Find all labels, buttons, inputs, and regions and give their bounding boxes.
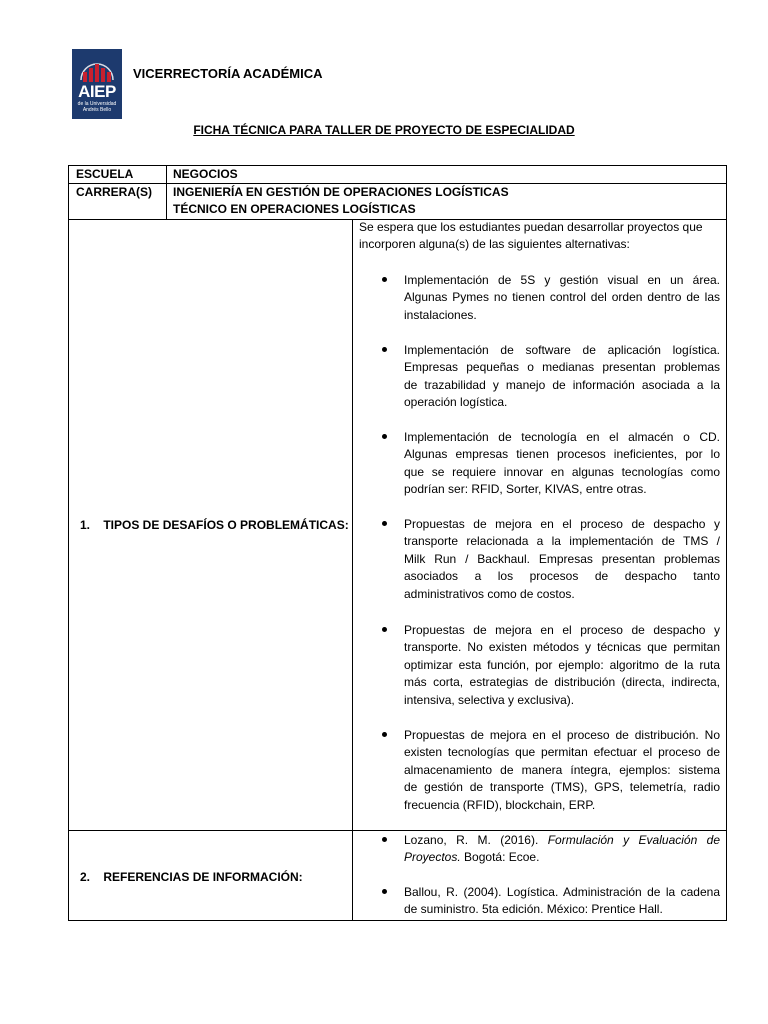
reference-publisher: Bogotá: Ecoe. <box>460 850 540 865</box>
challenge-line: Propuestas de mejora en el proceso de despacho y <box>404 623 720 637</box>
escuela-label: ESCUELA <box>76 167 134 181</box>
challenge-line: de gestión de transporte (TMS), GPS, telemetría, radio <box>404 780 720 795</box>
challenge-line: más corta, estrategias de distribución (directa, indirecta, <box>404 675 720 690</box>
challenge-line: de trazabilidad y manejo de información asociada a la <box>404 377 720 392</box>
challenge-item <box>404 429 720 499</box>
challenge-line: que se requiere innovar en algunas tecnologías como <box>404 464 720 479</box>
challenge-line: Implementación de tecnología en el almacén o CD. <box>404 430 720 444</box>
challenge-item <box>404 727 720 814</box>
carrera-label: CARRERA(S) <box>76 185 152 199</box>
challenge-line: operación logística. <box>404 395 508 410</box>
office-name: VICERRECTORÍA ACADÉMICA <box>133 66 323 81</box>
bullet-icon <box>382 277 387 282</box>
section-2-label: 2. REFERENCIAS DE INFORMACIÓN: <box>80 870 303 884</box>
challenge-line: Algunas empresas tienen procesos ineficientes, por lo <box>404 447 720 462</box>
carrera-value-1: INGENIERÍA EN GESTIÓN DE OPERACIONES LOGÍSTICAS <box>173 185 509 199</box>
carrera-value-2: TÉCNICO EN OPERACIONES LOGÍSTICAS <box>173 202 416 216</box>
logo-sub-line-1: de la Universidad <box>77 101 117 107</box>
challenge-line: transporte relacionada a la implementación de TMS / <box>404 534 720 549</box>
challenge-line: intensiva, selectiva y exclusiva). <box>404 692 575 707</box>
reference-title-cont: Proyectos. <box>404 850 461 865</box>
bullet-icon <box>382 434 387 439</box>
challenge-line: Algunas Pymes no tienen control del orden dentro de las <box>404 290 720 305</box>
column-divider <box>352 219 353 921</box>
bullet-icon <box>382 732 387 737</box>
column-divider <box>166 165 167 219</box>
challenge-line: transporte. No existen métodos y técnicas que permitan <box>404 640 720 655</box>
challenge-line: existen tecnologías que permitan efectuar el proceso de <box>404 745 720 760</box>
bullet-icon <box>382 889 387 894</box>
challenge-line: podrían ser: RFID, Sorter, KIVAS, entre otras. <box>404 482 647 497</box>
intro-line: incorporen alguna(s) de las siguientes alternativas: <box>359 237 630 252</box>
reference-line <box>404 832 720 849</box>
challenge-item <box>404 272 720 324</box>
challenge-line: Implementación de software de aplicación logística. <box>404 343 720 357</box>
challenge-item <box>404 342 720 412</box>
challenge-line: asociados a los procesos de despacho tanto <box>404 569 720 584</box>
challenge-line: Propuestas de mejora en el proceso de distribución. No <box>404 728 720 742</box>
challenge-line: Milk Run / Backhaul. Empresas presentan problemas <box>404 551 720 566</box>
challenge-line: almacenamiento de manera íntegra, ejemplos: sistema <box>404 762 720 777</box>
reference-line: Ballou, R. (2004). Logística. Administración de la cadena <box>404 885 720 899</box>
reference-line: de suministro. 5ta edición. México: Prentice Hall. <box>404 902 663 917</box>
challenge-line: administrativos como de costos. <box>404 586 575 601</box>
challenge-line: frecuencia (RFID), blockchain, ERP. <box>404 797 596 812</box>
challenge-line: optimizar esta función, por ejemplo: algoritmo de la ruta <box>404 657 720 672</box>
bullet-icon <box>382 627 387 632</box>
challenges-intro <box>359 219 720 254</box>
row-divider <box>68 830 727 831</box>
challenge-line: Implementación de 5S y gestión visual en un área. <box>404 273 720 287</box>
challenge-line: instalaciones. <box>404 307 477 322</box>
reference-author: Lozano, R. M. (2016). <box>404 833 548 847</box>
bullet-icon <box>382 521 387 526</box>
bullet-icon <box>382 837 387 842</box>
reference-item <box>404 884 720 919</box>
challenge-item <box>404 516 720 603</box>
intro-line: Se espera que los estudiantes puedan desarrollar proyectos que <box>359 220 703 234</box>
challenge-line: Empresas pequeñas o medianas presentan problemas <box>404 360 720 375</box>
bullet-icon <box>382 347 387 352</box>
escuela-value: NEGOCIOS <box>173 167 238 181</box>
reference-item <box>404 832 720 867</box>
reference-line <box>404 849 720 866</box>
challenge-line: Propuestas de mejora en el proceso de despacho y <box>404 517 720 531</box>
logo-text: AIEP <box>78 82 116 101</box>
aiep-logo <box>72 49 122 119</box>
reference-title: Formulación y Evaluación de <box>547 833 721 847</box>
section-1-label: 1. TIPOS DE DESAFÍOS O PROBLEMÁTICAS: <box>80 518 349 532</box>
challenge-item <box>404 622 720 709</box>
document-title: FICHA TÉCNICA PARA TALLER DE PROYECTO DE ESPECIALIDAD <box>193 123 575 137</box>
logo-sub-line-2: Andrés Bello <box>82 107 112 113</box>
logo-subtext <box>72 101 122 113</box>
